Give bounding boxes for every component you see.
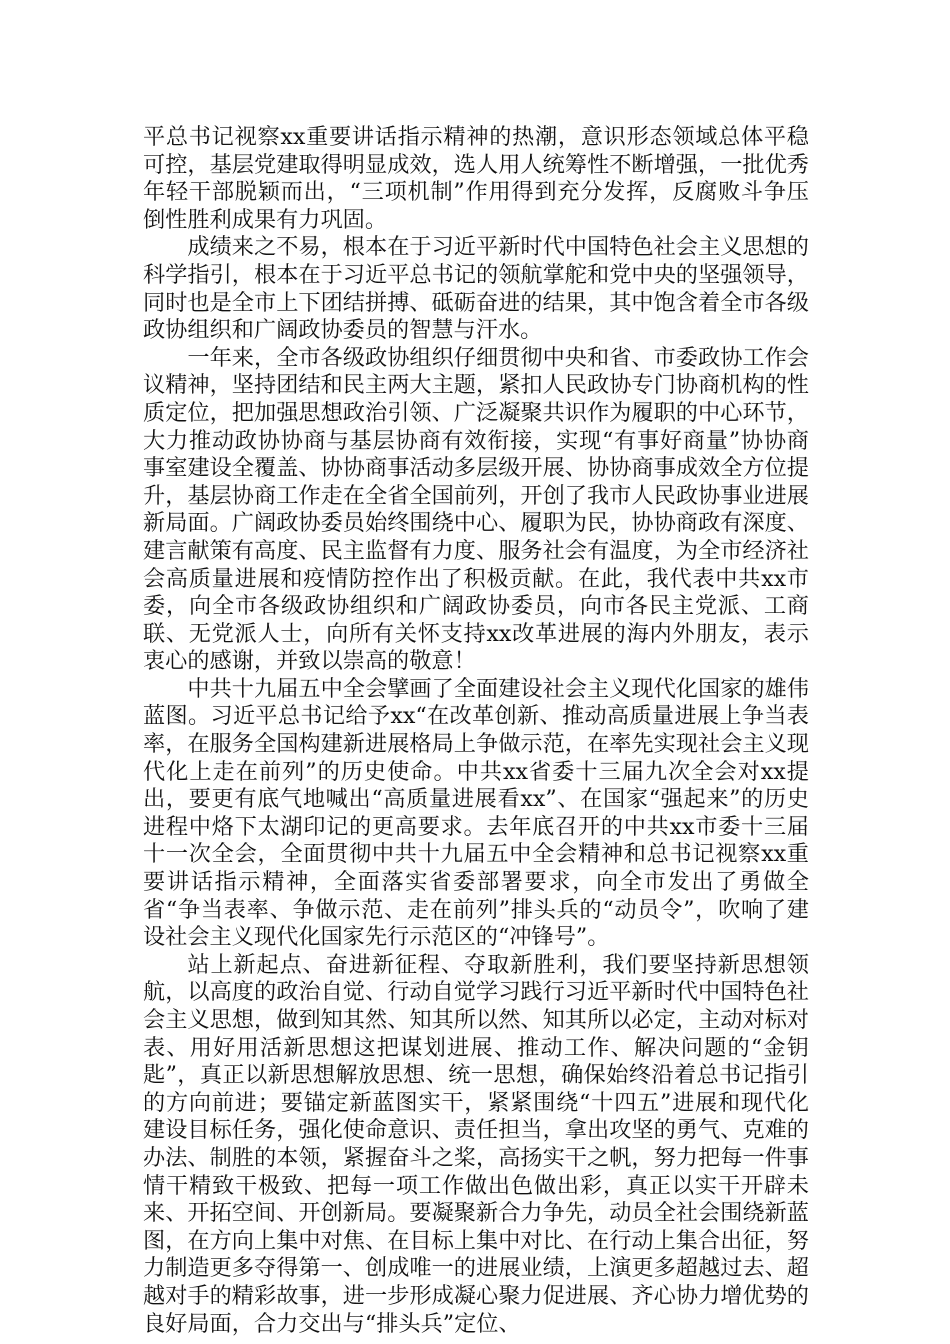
paragraph-1: 平总书记视察xx重要讲话指示精神的热潮，意识形态领域总体平稳可控，基层党建取得明显成效，选人用人统筹性不断增强，一批优秀年轻干部脱颖而出，“三项机制”作用得到充分发挥，反腐败斗争压倒性胜利成果有力巩固。 [143, 124, 809, 233]
paragraph-4: 中共十九届五中全会擘画了全面建设社会主义现代化国家的雄伟蓝图。习近平总书记给予xx“在改革创新、推动高质量进展上争当表率，在服务全国构建新进展格局上争做示范，在率先实现社会主义现代化上走在前列”的历史使命。中共xx省委十三届九次全会对xx提出，要更有底气地喊出“高质量进展看xx”、在国家“强起来”的历史进程中烙下太湖印记的更高要求。去年底召开的中共xx市委十三届十一次全会，全面贯彻中共十九届五中全会精神和总书记视察xx重要讲话指示精神，全面落实省委部署要求，向全市发出了勇做全省“争当表率、争做示范、走在前列”排头兵的“动员令”，吹响了建设社会主义现代化国家先行示范区的“冲锋号”。 [143, 675, 809, 951]
paragraph-2: 成绩来之不易，根本在于习近平新时代中国特色社会主义思想的科学指引，根本在于习近平总书记的领航掌舵和党中央的坚强领导，同时也是全市上下团结拼搏、砥砺奋进的结果，其中饱含着全市各级政协组织和广阔政协委员的智慧与汗水。 [143, 234, 809, 344]
paragraph-3: 一年来，全市各级政协组织仔细贯彻中央和省、市委政协工作会议精神，坚持团结和民主两大主题，紧扣人民政协专门协商机构的性质定位，把加强思想政治引领、广泛凝聚共识作为履职的中心环节，大力推动政协协商与基层协商有效衔接，实现“有事好商量”协协商事室建设全覆盖、协协商事活动多层级开展、协协商事成效全方位提升，基层协商工作走在全省全国前列，开创了我市人民政协事业进展新局面。广阔政协委员始终围绕中心、履职为民，协协商政有深度、建言献策有高度、民主监督有力度、服务社会有温度，为全市经济社会高质量进展和疫情防控作出了积极贡献。在此，我代表中共xx市委，向全市各级政协组织和广阔政协委员，向市各民主党派、工商联、无党派人士，向所有关怀支持xx改革进展的海内外朋友，表示衷心的感谢，并致以崇高的敬意！ [143, 344, 809, 675]
paragraph-5: 站上新起点、奋进新征程、夺取新胜利，我们要坚持新思想领航，以高度的政治自觉、行动自觉学习践行习近平新时代中国特色社会主义思想，做到知其然、知其所以然、知其所以必定，主动对标对表、用好用活新思想这把谋划进展、推动工作、解决问题的“金钥匙”，真正以新思想解放思想、统一思想，确保始终沿着总书记指引的方向前进；要锚定新蓝图实干，紧紧围绕“十四五”进展和现代化建设目标任务，强化使命意识、责任担当，拿出攻坚的勇气、克难的办法、制胜的本领，紧握奋斗之桨，高扬实干之帆，努力把每一件事情干精致干极致、把每一项工作做出色做出彩，真正以实干开辟未来、开拓空间、开创新局。要凝聚新合力争先，动员全社会围绕新蓝图，在方向上集中对焦、在目标上集中对比、在行动上集合出征，努力制造更多夺得第一、创成唯一的进展业绩，上演更多超越过去、超越对手的精彩故事，进一步形成凝心聚力促进展、齐心协力增优势的良好局面，合力交出与“排头兵”定位、 [143, 951, 809, 1337]
document-page [143, 124, 809, 1338]
